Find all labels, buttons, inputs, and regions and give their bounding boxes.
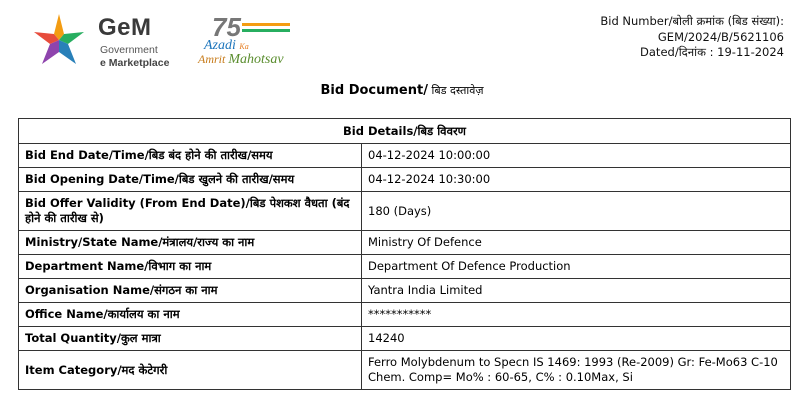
flag-stripes-icon xyxy=(242,23,290,32)
table-row xyxy=(19,327,791,351)
row-value: Department Of Defence Production xyxy=(362,255,791,279)
azadi-ka-word: Ka xyxy=(239,42,249,51)
gem-logo-line1: Government xyxy=(100,44,158,56)
table-row xyxy=(19,144,791,168)
dated-value: 19-11-2024 xyxy=(717,45,784,59)
table-row xyxy=(19,231,791,255)
document-title xyxy=(0,83,804,98)
row-value: Yantra India Limited xyxy=(362,279,791,303)
gem-star-icon xyxy=(28,12,90,68)
azadi-75-mark: 75 xyxy=(212,12,241,42)
row-value: 04-12-2024 10:30:00 xyxy=(362,168,791,192)
amrit-word: Amrit xyxy=(198,52,229,66)
row-label: Total Quantity/कुल मात्रा xyxy=(19,327,362,351)
table-row xyxy=(19,255,791,279)
gem-logo-title: GeM xyxy=(98,14,152,41)
gem-logo xyxy=(28,12,218,68)
row-label: Ministry/State Name/मंत्रालय/राज्य का नाम xyxy=(19,231,362,255)
document-header xyxy=(0,0,804,80)
mahotsav-word: Mahotsav xyxy=(228,52,284,67)
azadi-ka-amrit-mahotsav-logo xyxy=(198,14,328,66)
azadi-line2 xyxy=(198,52,284,68)
bid-details-table xyxy=(18,118,791,390)
table-heading: Bid Details/बिड विवरण xyxy=(19,119,791,144)
row-label: Bid Offer Validity (From End Date)/बिड पेशकश वैधता (बंद होने की तारीख से) xyxy=(19,192,362,231)
document-title-hi: बिड दस्तावेज़ xyxy=(427,84,484,97)
bid-meta xyxy=(600,14,784,61)
row-value: 04-12-2024 10:00:00 xyxy=(362,144,791,168)
row-label: Department Name/विभाग का नाम xyxy=(19,255,362,279)
row-label: Item Category/मद केटेगरी xyxy=(19,351,362,390)
row-value: *********** xyxy=(362,303,791,327)
table-row xyxy=(19,351,791,390)
row-value: Ferro Molybdenum to Specn IS 1469: 1993 (Re-2009) Gr: Fe-Mo63 C-10 Chem. Comp= Mo% : 60-65, C% : 0.10Max, Si xyxy=(362,351,791,390)
azadi-word: Azadi xyxy=(204,38,236,53)
dated-label: Dated/दिनांक : xyxy=(640,45,714,59)
table-row xyxy=(19,192,791,231)
row-value: 14240 xyxy=(362,327,791,351)
document-title-en: Bid Document/ xyxy=(320,83,428,98)
row-label: Office Name/कार्यालय का नाम xyxy=(19,303,362,327)
table-row xyxy=(19,168,791,192)
row-value: Ministry Of Defence xyxy=(362,231,791,255)
row-value: 180 (Days) xyxy=(362,192,791,231)
bid-dated-line xyxy=(600,45,784,61)
gem-logo-line2: e Marketplace xyxy=(100,57,170,69)
table-row xyxy=(19,303,791,327)
row-label: Bid Opening Date/Time/बिड खुलने की तारीख/समय xyxy=(19,168,362,192)
row-label: Bid End Date/Time/बिड बंद होने की तारीख/समय xyxy=(19,144,362,168)
bid-number-label: Bid Number/बोली क्रमांक (बिड संख्या): xyxy=(600,14,784,28)
table-body xyxy=(19,144,791,390)
bid-number: GEM/2024/B/5621106 xyxy=(657,29,784,44)
table-heading-row xyxy=(19,119,791,144)
row-label: Organisation Name/संगठन का नाम xyxy=(19,279,362,303)
table-row xyxy=(19,279,791,303)
